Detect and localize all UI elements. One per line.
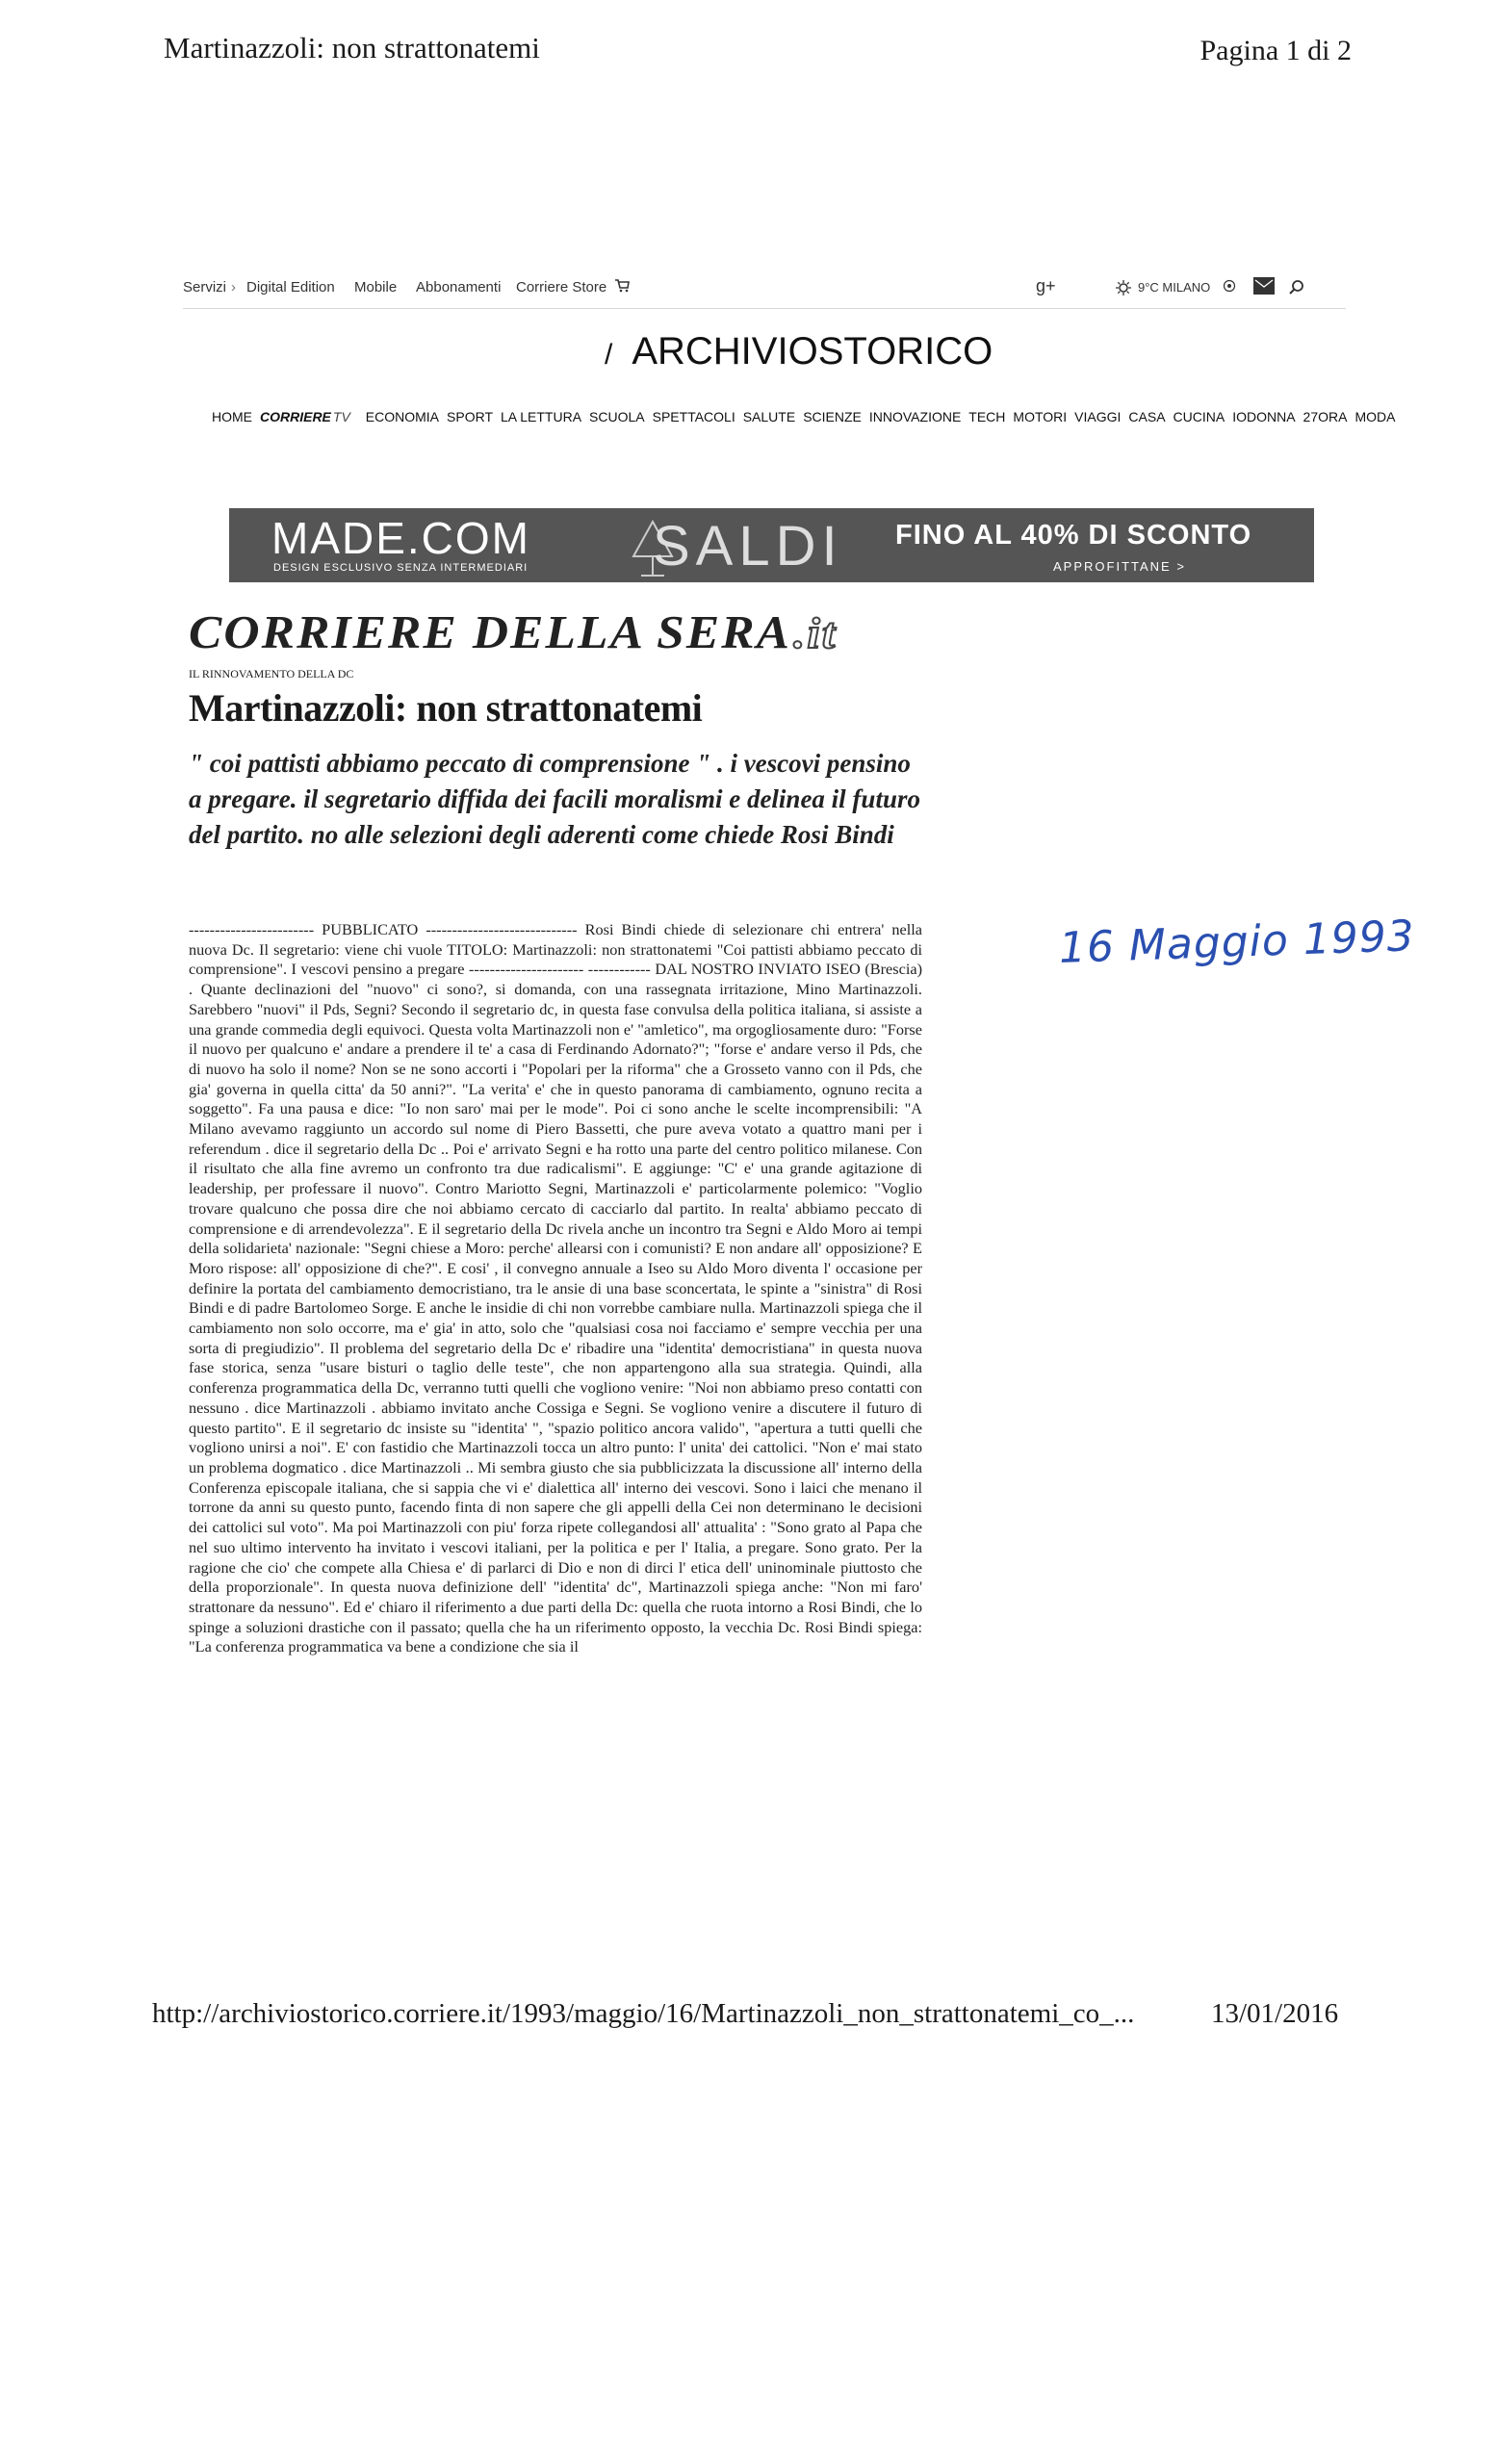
link-corriere-store[interactable]: Corriere Store: [516, 279, 607, 295]
weather-label: 9°C MILANO: [1138, 280, 1211, 295]
link-abbonamenti[interactable]: Abbonamenti: [416, 279, 502, 295]
gplus-icon[interactable]: g+: [1036, 276, 1056, 295]
nav-item-scienze[interactable]: SCIENZE: [803, 409, 862, 424]
slash-decoration: /: [605, 339, 613, 371]
nav-item-innovazione[interactable]: INNOVAZIONE: [868, 409, 962, 424]
nav-item-salute[interactable]: SALUTE: [742, 409, 796, 424]
masthead-name: CORRIERE DELLA SERA: [189, 605, 792, 658]
article-subhead: " coi pattisti abbiamo peccato di comprensione " . i vescovi pensino a pregare. il segretario diffida dei facili moralismi e delinea il futuro del partito. no alle selezioni degli aderenti come chiede Rosi Bindi: [189, 749, 920, 849]
handwritten-date: 16 Maggio 1993: [1058, 911, 1416, 973]
nav-item-motori[interactable]: MOTORI: [1013, 409, 1068, 424]
chevron-right-icon: ›: [231, 279, 236, 295]
nav-item-corriere-label: CORRIERE: [260, 409, 331, 424]
nav-item-home[interactable]: HOME: [212, 409, 252, 424]
article-body: ------------------------ PUBBLICATO ----------------------------- Rosi Bindi chiede di selezionare chi entrera' nella nuova Dc. Il segretario: viene chi vuole TITOLO: Martinazzoli: non strattonatemi "Coi pattisti abbiamo peccato di comprensione". I vescovi pensino a pregare ---------------------- ------------ DAL NOSTRO INVIATO ISEO (Brescia) . Quante declinazioni del "nuovo" ci sono?, si domanda, con una rassegnata irritazione, Mino Martinazzoli. Sarebbero "nuovi" il Pds, Segni? Secondo il segretario dc, in questa fase convulsa della politica italiana, si assiste a una grande commedia degli equivoci. Questa volta Martinazzoli non e' "amletico", ma orgogliosamente duro: "Forse il nuovo per qualcuno e' andare a prendere il te' a casa di Ferdinando Adornato?"; "forse e' andare verso il Pds, che di nuovo ha solo il nome? Non se ne sono accorti i "Popolari per la riforma" che a Grosseto vanno con il Pds, che gia' governa in quella citta' da 50 anni?". "La verita' e' che in questo panorama di cambiamento, ognuno recita a soggetto". Fa una pausa e dice: "Io non saro' mai per le mode". Poi ci sono anche le scelte incomprensibili: "A Milano avevamo raggiunto un accordo sul nome di Piero Bassetti, che pure aveva votato a quattro mani per i referendum . dice il segretario della Dc .. Poi e' arrivato Segni e ha rotto una parte del centro politico milanese. Con il risultato che alla fine avremo un confronto tra due radicalismi". E aggiunge: "C' e' una grande agitazione di leadership, per professare il nuovo". Contro Mariotto Segni, Martinazzoli e' particolarmente polemico: "Voglio trovare qualcuno che possa dire che noi abbiamo cercato di cacciarlo dal partito. In realta' abbiamo peccato di comprensione e di arrendevolezza". E il segretario della Dc rivela anche un incontro tra Segni e Aldo Moro ai tempi della solidarieta' nazionale: "Segni chiese a Moro: perche' allearsi con i comunisti? E non andare all' opposizione? E Moro rispose: all' opposizione di che?". E cosi' , il convegno annuale a Iseo su Aldo Moro diventa l' occasione per definire la portata del cambiamento democristiano, tra le ansie di una base sconcertata, le spinte a "sinistra" di Rosi Bindi e di padre Bartolomeo Sorge. E anche le insidie di chi non vorrebbe cambiare nulla. Martinazzoli spiega che il cambiamento non solo occorre, ma e' gia' in atto, solo che "qualsiasi cosa noi facciamo e' sempre vecchia per una sorta di pregiudizio". Il problema del segretario della Dc e' ribadire una "identita' democristiana" in questa nuova fase storica, senza "usare bisturi o taglio delle teste", che non appartengono alla sua strategia. Quindi, alla conferenza programmatica della Dc, verranno tutti quelli che vogliono venire: "Noi non abbiamo preso contatti con nessuno . dice Martinazzoli . abbiamo invitato anche Cossiga e Segni. Se vogliono venire a discutere il futuro di questo partito". E il segretario dc insiste su "identita' ", "spazio politico ancora valido", "apertura a tutti quelli che vogliono unirsi a noi". E' con fastidio che Martinazzoli tocca un altro punto: l' unita' dei cattolici. "Non e' mai stato un problema dogmatico . dice Martinazzoli .. Mi sembra giusto che sia pubblicizzata la discussione all' interno della Conferenza episcopale italiana, che si sappia che vi e' dialettica all' interno dei vescovi. Sono i laici che menano il torrone da anni su questo punto, facendo finta di non sapere che gli appelli della Cei non determinano le decisioni dei cattolici sul voto". Ma poi Martinazzoli con piu' forza ripete collegandosi all' attualita' : "Sono grato al Papa che nel suo ultimo intervento ha invitato i vescovi italiani, per la politica e per l' Italia, a pregare. Sono grato. Per la ragione che cio' che compete alla Chiesa e' di parlarci di Dio e non di dirci l' etica dell' uninominale piuttosto che della proporzionale". In questa nuova definizione dell' "identita' dc", Martinazzoli spiega anche: "Non mi faro' strattonare da nessuno". Ed e' chiaro il riferimento a due parti della Dc: quella che ruota intorno a Rosi Bindi, che lo spinge a soluzioni drastiche con il passato; quella che ha un riferimento opposto, la vecchia Dc. Rosi Bindi spiega: "La conferenza programmatica va bene a condizione che sia il: [189, 920, 922, 1656]
nav-item-casa[interactable]: CASA: [1128, 409, 1166, 424]
print-footer-date: 13/01/2016: [1211, 1998, 1339, 2029]
link-mobile[interactable]: Mobile: [354, 279, 398, 295]
mail-icon[interactable]: [1253, 277, 1275, 298]
ad-banner[interactable]: [229, 508, 1314, 582]
nav-item-iodonna[interactable]: IODONNA: [1232, 409, 1296, 424]
section-title: [605, 330, 993, 373]
search-icon[interactable]: [1288, 279, 1305, 300]
nav-item-27ora[interactable]: 27ORA: [1303, 409, 1348, 424]
article-headline: Martinazzoli: non strattonatemi: [189, 686, 703, 730]
archivio-storico-title: ARCHIVIOSTORICO: [632, 330, 993, 372]
ad-brand: MADE.COM: [271, 513, 530, 563]
ad-offer: FINO AL 40% DI SCONTO: [895, 520, 1252, 551]
ad-brand-tagline: DESIGN ESCLUSIVO SENZA INTERMEDIARI: [273, 562, 529, 574]
nav-item-tv-label: TV: [332, 409, 350, 424]
print-page-number: Pagina 1 di 2: [1199, 35, 1352, 66]
nav-item-spettacoli[interactable]: SPETTACOLI: [652, 409, 735, 424]
nav-item-moda[interactable]: MODA: [1354, 409, 1396, 424]
masthead-logo[interactable]: [189, 604, 837, 659]
article-kicker: IL RINNOVAMENTO DELLA DC: [189, 667, 354, 680]
location-icon[interactable]: [1223, 279, 1236, 296]
ad-saldi: SALDI: [653, 515, 843, 578]
nav-item-scuola[interactable]: SCUOLA: [589, 409, 645, 424]
link-digital-edition[interactable]: Digital Edition: [246, 279, 335, 295]
nav-item-corriere-tv[interactable]: [260, 409, 358, 424]
print-footer-url: http://archiviostorico.corriere.it/1993/maggio/16/Martinazzoli_non_strattonatemi_co_...: [152, 1998, 1135, 2029]
link-servizi[interactable]: Servizi: [183, 279, 227, 295]
nav-item-tech[interactable]: TECH: [968, 409, 1006, 424]
main-nav: [212, 409, 1396, 424]
sun-icon: [1115, 279, 1132, 300]
print-header-title: Martinazzoli: non strattonatemi: [164, 31, 540, 64]
cart-icon[interactable]: [614, 279, 630, 296]
nav-item-la-lettura[interactable]: LA LETTURA: [501, 409, 582, 424]
nav-item-cucina[interactable]: CUCINA: [1173, 409, 1225, 424]
nav-item-economia[interactable]: ECONOMIA: [365, 409, 440, 424]
masthead-suffix: .it: [793, 608, 838, 657]
ad-cta: APPROFITTANE >: [1053, 559, 1186, 574]
nav-item-viaggi[interactable]: VIAGGI: [1074, 409, 1122, 424]
nav-item-sport[interactable]: SPORT: [447, 409, 494, 424]
utility-bar: [183, 275, 1346, 309]
